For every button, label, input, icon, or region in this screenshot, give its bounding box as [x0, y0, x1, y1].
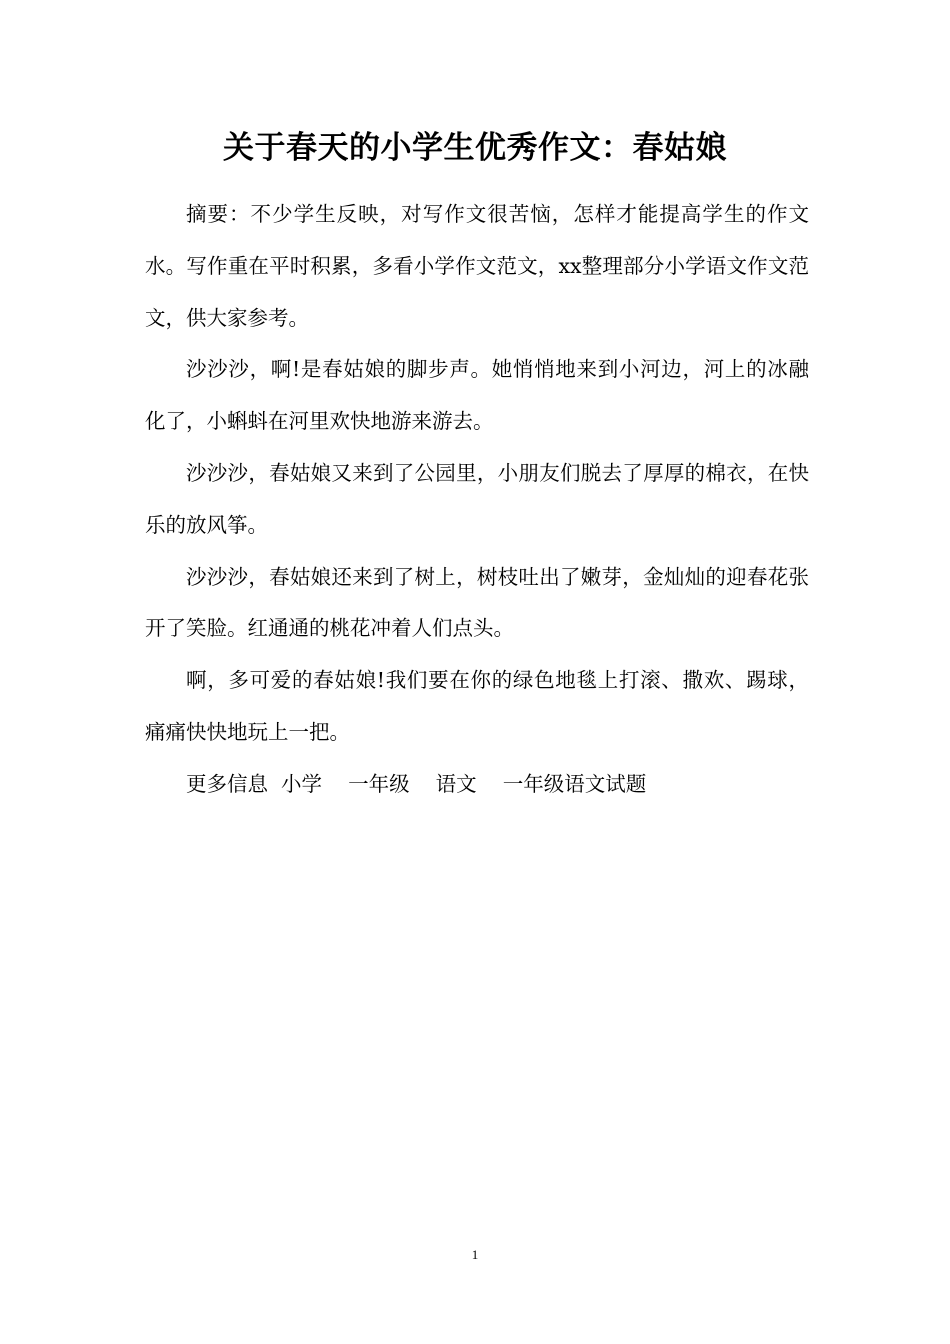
- paragraph-1: 沙沙沙，啊!是春姑娘的脚步声。她悄悄地来到小河边，河上的冰融化了，小蝌蚪在河里欢快地游来游去。: [145, 357, 809, 434]
- paragraph-abstract: 摘要：不少学生反映，对写作文很苦恼，怎样才能提高学生的作文水。写作重在平时积累，多看小学作文范文，xx整理部分小学语文作文范文，供大家参考。: [145, 202, 809, 330]
- more-info-line: 更多信息 小学 一年级 语文 一年级语文试题: [186, 771, 647, 796]
- paragraph-4: 啊，多可爱的春姑娘!我们要在你的绿色地毯上打滚、撒欢、踢球，痛痛快快地玩上一把。: [145, 668, 809, 744]
- document-body: [145, 189, 809, 811]
- page-number: 1: [471, 1247, 479, 1262]
- paragraph-2: 沙沙沙，春姑娘又来到了公园里，小朋友们脱去了厚厚的棉衣，在快乐的放风筝。: [145, 460, 809, 537]
- paragraph-3: 沙沙沙，春姑娘还来到了树上，树枝吐出了嫩芽，金灿灿的迎春花张开了笑脸。红通通的桃花冲着人们点头。: [145, 564, 809, 641]
- document-title: 关于春天的小学生优秀作文：春姑娘: [223, 130, 727, 166]
